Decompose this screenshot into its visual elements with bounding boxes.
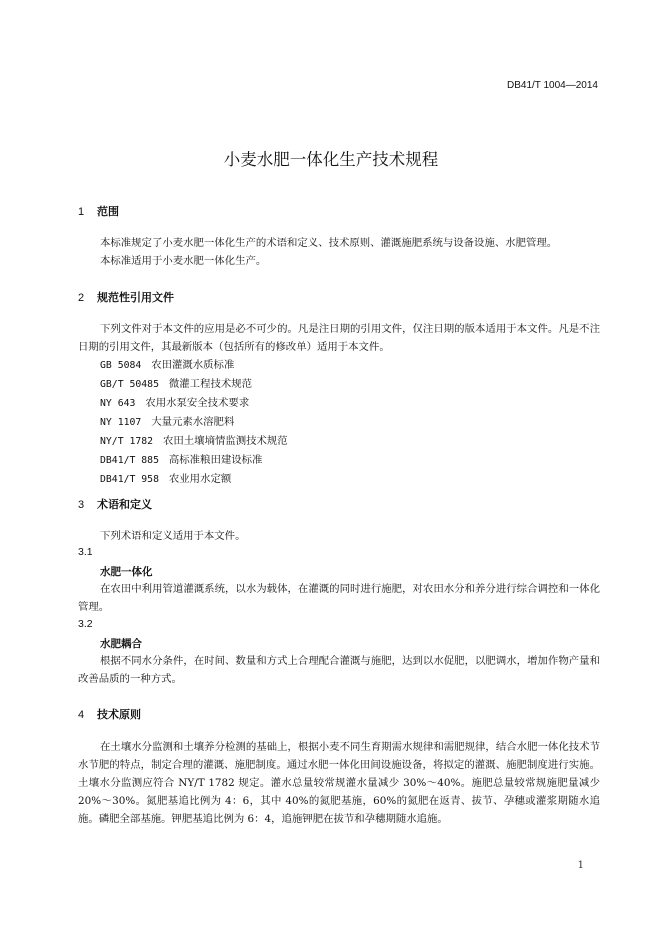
section-1-number: 1 xyxy=(78,206,85,218)
term-number: 3.1 xyxy=(78,546,93,558)
reference-title: 农田灌溉水质标准 xyxy=(151,359,235,371)
section-2-intro: 下列文件对于本文件的应用是必不可少的。凡是注日期的引用文件，仅注日期的版本适用于本文件。凡是不注日期的引用文件，其最新版本（包括所有的修改单）适用于本文件。 xyxy=(78,323,600,353)
section-3-title: 术语和定义 xyxy=(97,498,152,511)
reference-code: DB41/T 885 xyxy=(100,455,159,466)
term-name: 水肥耦合 xyxy=(100,638,142,650)
section-2-number: 2 xyxy=(78,292,85,304)
document-title: 小麦水肥一体化生产技术规程 xyxy=(223,150,439,169)
reference-code: NY/T 1782 xyxy=(100,436,154,447)
reference-title: 大量元素水溶肥料 xyxy=(151,416,235,428)
term-definition: 在农田中利用管道灌溉系统，以水为载体，在灌溉的同时进行施肥，对农田水分和养分进行综合调控和一体化管理。 xyxy=(78,583,600,613)
reference-code: NY 643 xyxy=(100,398,136,409)
reference-title: 农用水泵安全技术要求 xyxy=(145,397,250,409)
reference-item xyxy=(100,356,288,375)
reference-item xyxy=(100,470,288,489)
term-name: 水肥一体化 xyxy=(100,566,153,578)
reference-title: 高标准粮田建设标准 xyxy=(168,454,263,466)
section-4-heading xyxy=(78,706,141,722)
section-3-number: 3 xyxy=(78,499,85,511)
reference-item xyxy=(100,432,288,451)
section-4-number: 4 xyxy=(78,709,85,721)
section-1-heading xyxy=(78,203,119,219)
reference-code: GB 5084 xyxy=(100,360,142,371)
section-4-title: 技术原则 xyxy=(97,708,141,721)
section-1-title: 范围 xyxy=(97,205,119,218)
page-number: 1 xyxy=(577,860,584,871)
section-3-heading xyxy=(78,496,152,512)
reference-list xyxy=(100,356,288,489)
reference-item xyxy=(100,451,288,470)
reference-code: DB41/T 958 xyxy=(100,474,159,485)
reference-title: 农业用水定额 xyxy=(168,473,232,485)
reference-code: GB/T 50485 xyxy=(100,379,159,390)
section-3-intro: 下列术语和定义适用于本文件。 xyxy=(100,530,246,542)
section-2-heading xyxy=(78,289,174,305)
term-definition: 根据不同水分条件，在时间、数量和方式上合理配合灌溉与施肥，达到以水促肥，以肥调水，增加作物产量和改善品质的一种方式。 xyxy=(78,655,600,685)
standard-code: DB41/T 1004—2014 xyxy=(507,80,598,91)
reference-item xyxy=(100,413,288,432)
section-1-paragraph-1: 本标准规定了小麦水肥一体化生产的术语和定义、技术原则、灌溉施肥系统与设备设施、水肥管理。 xyxy=(100,237,558,249)
term-number: 3.2 xyxy=(78,618,93,630)
section-1-paragraph-2: 本标准适用于小麦水肥一体化生产。 xyxy=(100,255,267,267)
reference-item xyxy=(100,375,288,394)
reference-code: NY 1107 xyxy=(100,417,142,428)
reference-item xyxy=(100,394,288,413)
section-4-paragraph: 在土壤水分监测和土壤养分检测的基础上，根据小麦不同生育期需水规律和需肥规律，结合水肥一体化技术节水节肥的特点，制定合理的灌溉、施肥制度。通过水肥一体化田间设施设备，将拟定的灌溉、施肥制度进行实施。土壤水分监测应符合 NY/T 1782 规定。灌水总量较常规灌水量减少 30%～40%。施肥总量较常规施肥量减少 20%～30%。氮肥基追比例为 4：6，其中 40%的氮肥基施，60%的氮肥在返青、拔节、孕穗或灌浆期随水追施。磷肥全部基施。钾肥基追比例为 6：4，追施钾肥在拔节和孕穗期随水追施。 xyxy=(78,741,600,825)
reference-title: 农田土壤墒情监测技术规范 xyxy=(163,435,288,447)
reference-title: 微灌工程技术规范 xyxy=(168,378,253,390)
section-2-title: 规范性引用文件 xyxy=(97,291,174,304)
